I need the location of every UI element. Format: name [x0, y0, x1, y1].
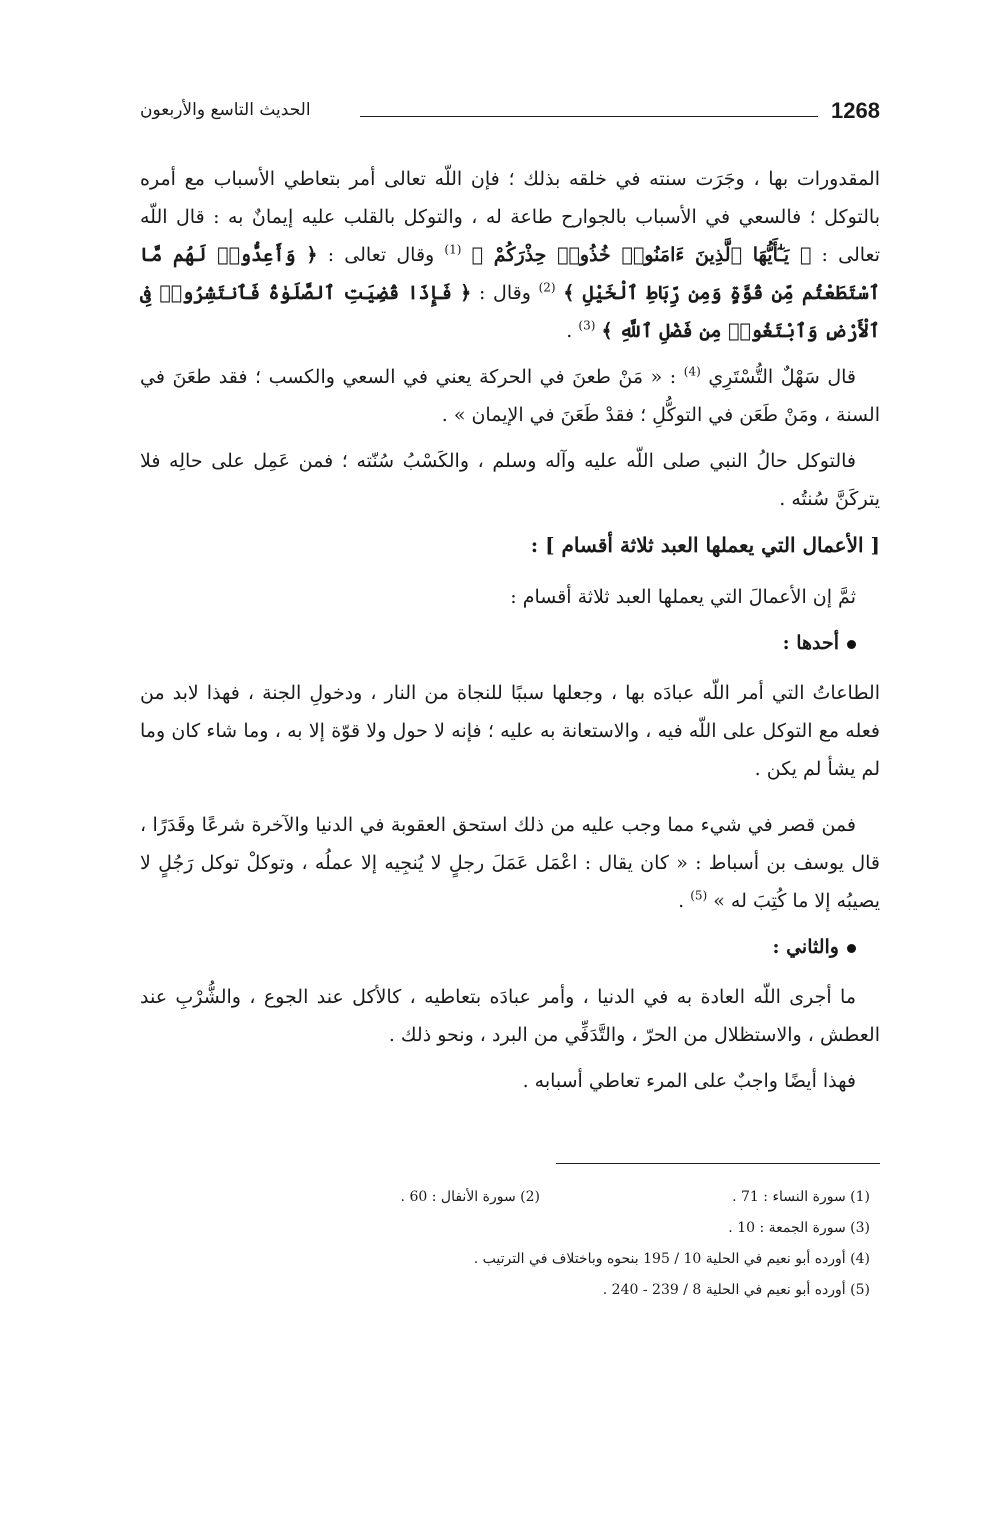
- paragraph-7: ما أجرى اللّه العادة به في الدنيا ، وأمر عبادَه بتعاطيه ، كالأكل عند الجوع ، والشُّرْبِ عند العطش ، والاستظلال من الحرّ ، والتَّدَفِّي من البرد ، ونحو ذلك .: [140, 986, 880, 1046]
- footnote-4: (4) أورده أبو نعيم في الحلية 10 / 195 بنحوه وباختلاف في الترتيب .: [473, 1251, 870, 1267]
- sub-heading-label: والثاني :: [772, 936, 839, 958]
- paragraph-3: فالتوكل حالُ النبي صلى اللّه عليه وآله وسلم ، والكَسْبُ سُنّته ؛ فمن عَمِل على حالِه فلا يتركَنَّ سُنتُه .: [140, 450, 880, 510]
- text-run: قال سَهْلٌ التُّسْتَرِي: [700, 366, 856, 388]
- footnote-ref-2[interactable]: (2): [538, 280, 556, 295]
- paragraph-1: [140, 160, 880, 350]
- sub-heading-first: [140, 624, 880, 662]
- page-number: 1268: [831, 98, 880, 123]
- text-run: .: [678, 890, 691, 912]
- footnote-ref-3[interactable]: (3): [578, 318, 596, 333]
- text-run: .: [566, 320, 579, 342]
- quran-verse-2: ﴿ وَأَعِدُّوا۟ لَهُم مَّا ٱسْتَطَعْتُم مِّن قُوَّةٍ وَمِن رِّبَاطِ ٱلْخَيْلِ ﴾: [140, 244, 880, 304]
- header-rule: [360, 116, 818, 117]
- footnote-5: (5) أورده أبو نعيم في الحلية 8 / 239 - 240 .: [602, 1282, 870, 1298]
- main-text: [140, 160, 880, 1108]
- quran-verse-3: ﴿ فَإِذَا قُضِيَتِ ٱلصَّلَوٰةُ فَٱنتَشِرُوا۟ فِى ٱلْأَرْضِ وَٱبْتَغُوا۟ مِن فَضْلِ ٱللَّهِ ﴾: [140, 282, 880, 342]
- sub-heading-label: أحدها :: [782, 632, 839, 654]
- footnote-3: (3) سورة الجمعة : 10 .: [728, 1220, 870, 1236]
- text-run: المقدورات بها ، وجَرَت سنته في خلقه بذلك ؛ فإن اللّه تعالى أمر بتعاطي الأسباب مع أمره بالتوكل ؛ فالسعي في الأسباب بالجوارح طاعة له ، والتوكل بالقلب عليه إيمانٌ به : قال اللّه تعالى :: [140, 168, 881, 266]
- footnote-ref-4[interactable]: (4): [683, 364, 701, 379]
- footnote-ref-5[interactable]: (5): [690, 888, 708, 903]
- paragraph-6: [140, 806, 880, 920]
- sub-heading-second: [140, 928, 880, 966]
- chapter-title: الحديث التاسع والأربعون: [140, 100, 311, 120]
- paragraph-2: [140, 358, 880, 434]
- bullet-icon: [847, 640, 856, 649]
- text-run: فمن قصر في شيء مما وجب عليه من ذلك استحق العقوبة في الدنيا والآخرة شرعًا وقَدَرًا ، قال يوسف بن أسباط : « كان يقال : اعْمَل عَمَلَ رجلٍ لا يُنجِيه إلا عملُه ، وتوكلْ توكل رَجُلٍ لا يصيبُه إلا ما كُتِبَ له »: [140, 814, 880, 912]
- quran-verse-1: ﴿ يَـٰٓأَيُّهَا ٱلَّذِينَ ءَامَنُوا۟ خُذُوا۟ حِذْرَكُمْ ﴾: [471, 244, 812, 266]
- page-header: [140, 98, 880, 138]
- footnote-rule: [556, 1163, 880, 1164]
- footnote-ref-1[interactable]: (1): [444, 242, 462, 257]
- footnote-2: (2) سورة الأنفال : 60 .: [400, 1189, 540, 1205]
- footnotes: [140, 1182, 880, 1306]
- paragraph-8: فهذا أيضًا واجبٌ على المرء تعاطي أسبابه .: [522, 1070, 856, 1092]
- section-heading: [ الأعمال التي يعملها العبد ثلاثة أقسام ] :: [530, 533, 880, 557]
- text-run: وقال تعالى :: [317, 244, 445, 266]
- bullet-icon: [847, 944, 856, 953]
- footnote-1: (1) سورة النساء : 71 .: [732, 1189, 870, 1205]
- footnote-row: [140, 1182, 880, 1213]
- text-run: : « مَنْ طعنَ في الحركة يعني في السعي والكسب ؛ فقد طعَنَ في السنة ، ومَنْ طَعَن في التوكُّلِ ؛ فقدْ طَعَنَ في الإيمان » .: [140, 366, 880, 426]
- paragraph-5: الطاعاتُ التي أمر اللّه عبادَه بها ، وجعلها سببًا للنجاة من النار ، ودخولِ الجنة ، فهذا لابد من فعله مع التوكل على اللّه فيه ، والاستعانة به عليه ؛ فإنه لا حول ولا قوّة إلا به ، وما شاء كان وما لم يشأ لم يكن .: [140, 682, 880, 780]
- paragraph-4: ثمَّ إن الأعمالَ التي يعملها العبد ثلاثة أقسام :: [510, 586, 856, 608]
- text-run: وقال :: [471, 282, 539, 304]
